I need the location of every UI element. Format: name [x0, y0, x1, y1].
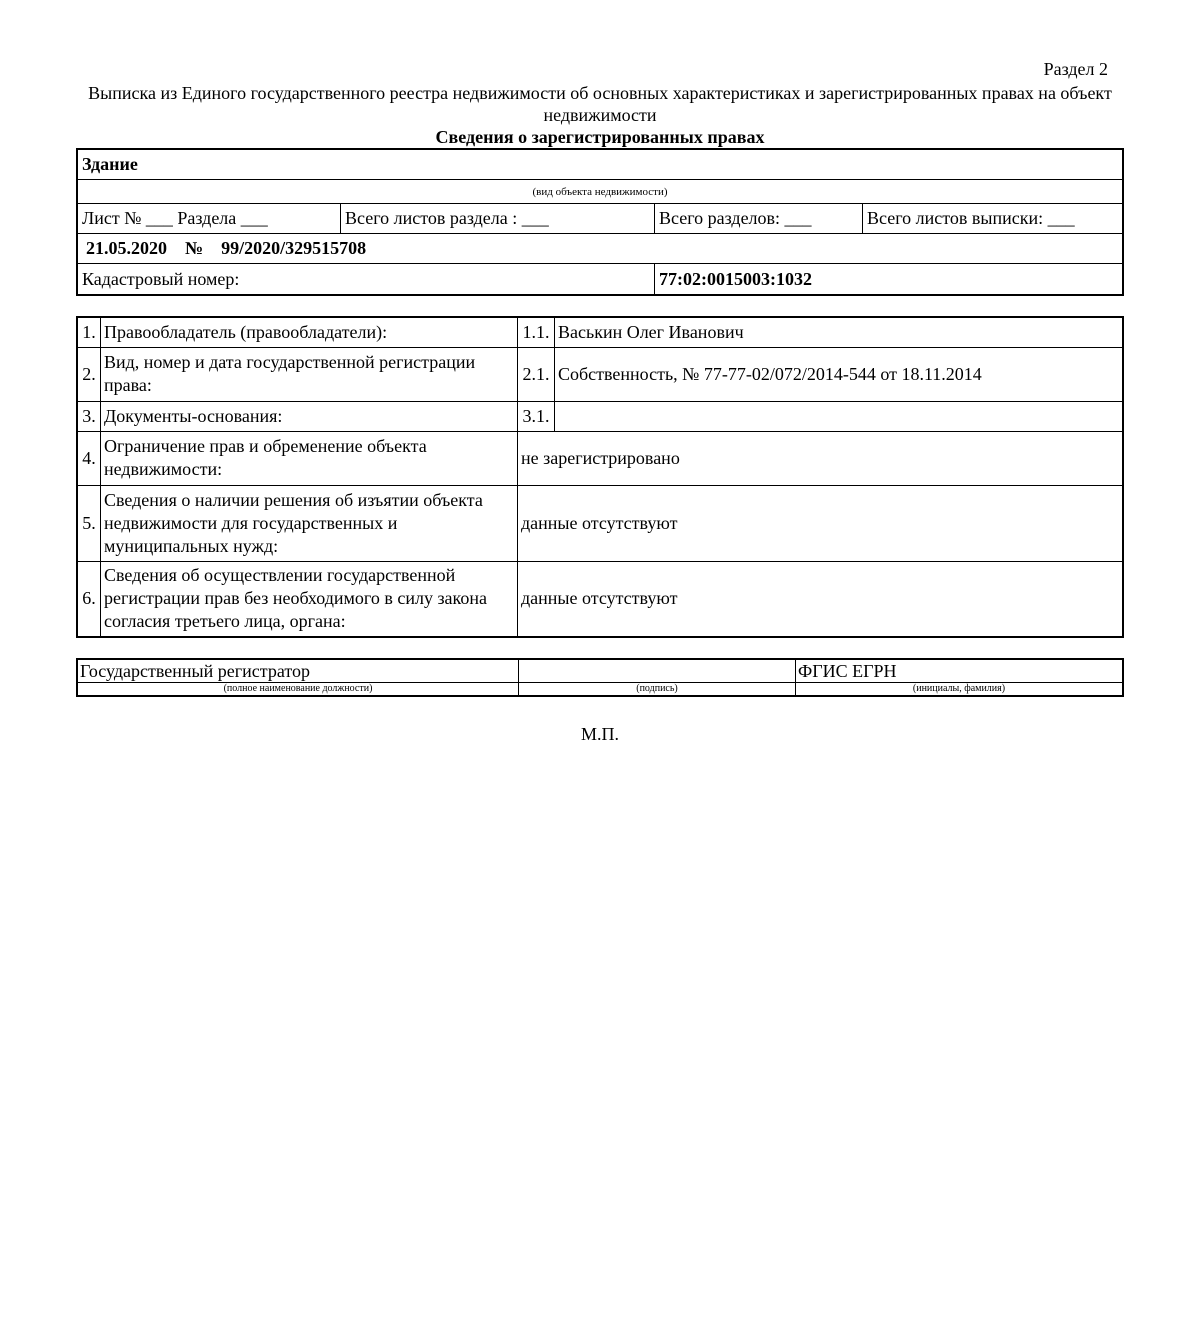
- signature-table: [76, 658, 1124, 697]
- row-value: Васькин Олег Иванович: [555, 317, 1124, 347]
- row-number: 5.: [77, 485, 101, 561]
- cadastral-row: [78, 264, 1122, 294]
- row-label: Правообладатель (правообладатели):: [101, 317, 518, 347]
- total-extract-sheets: Всего листов выписки: ___: [862, 204, 1122, 233]
- object-type: Здание: [82, 154, 138, 174]
- table-row: [77, 317, 1123, 347]
- total-section-sheets: Всего листов раздела : ___: [340, 204, 654, 233]
- row-value: данные отсутствуют: [518, 561, 1124, 637]
- object-type-note: (вид объекта недвижимости): [532, 185, 668, 198]
- row-number: 2.: [77, 347, 101, 401]
- position-note: (полное наименование должности): [77, 683, 519, 697]
- row-number: 6.: [77, 561, 101, 637]
- row-number: 1.: [77, 317, 101, 347]
- document-title: Выписка из Единого государственного реестра недвижимости об основных характеристиках и зарегистрированных правах на объект недвижимости: [88, 83, 1112, 125]
- table-row: [77, 347, 1123, 401]
- row-subnumber: 1.1.: [518, 317, 555, 347]
- signature-notes-row: [77, 683, 1123, 697]
- date-number: [78, 234, 1122, 263]
- date-number-row: [78, 234, 1122, 264]
- row-subnumber: 3.1.: [518, 401, 555, 431]
- row-value: не зарегистрировано: [518, 431, 1124, 485]
- stamp-place: М.П.: [580, 724, 619, 744]
- registrar-name: ФГИС ЕГРН: [796, 659, 1124, 683]
- document-subtitle: Сведения о зарегистрированных правах: [435, 127, 765, 147]
- registrar-position: Государственный регистратор: [77, 659, 519, 683]
- row-value: Собственность, № 77-77-02/072/2014-544 от 18.11.2014: [555, 347, 1124, 401]
- extract-date: 21.05.2020: [86, 238, 167, 258]
- signature-note: (подпись): [519, 683, 796, 697]
- registrar-signature: [519, 659, 796, 683]
- row-label: Документы-основания:: [101, 401, 518, 431]
- table-row: [77, 561, 1123, 637]
- extract-number: 99/2020/329515708: [221, 238, 367, 258]
- row-value: [555, 401, 1124, 431]
- row-number: 3.: [77, 401, 101, 431]
- signature-row: [77, 659, 1123, 683]
- object-type-row: [78, 150, 1122, 180]
- table-row: [77, 431, 1123, 485]
- section-label: Раздел 2: [1043, 59, 1108, 79]
- cadastral-number: 77:02:0015003:1032: [654, 264, 1122, 294]
- table-row: [77, 485, 1123, 561]
- row-label: Вид, номер и дата государственной регистрации права:: [101, 347, 518, 401]
- sheet-info-row: [78, 204, 1122, 234]
- rights-table: [76, 316, 1124, 638]
- row-label: Сведения об осуществлении государственной регистрации прав без необходимого в силу закона согласия третьего лица, органа:: [101, 561, 518, 637]
- total-sections: Всего разделов: ___: [654, 204, 862, 233]
- object-type-note-row: [78, 180, 1122, 204]
- row-number: 4.: [77, 431, 101, 485]
- header-table: [76, 148, 1124, 296]
- sheet-number: Лист № ___ Раздела ___: [82, 208, 268, 228]
- name-note: (инициалы, фамилия): [796, 683, 1124, 697]
- row-label: Сведения о наличии решения об изъятии объекта недвижимости для государственных и муниципальных нужд:: [101, 485, 518, 561]
- number-sign: №: [185, 238, 204, 258]
- row-label: Ограничение прав и обременение объекта недвижимости:: [101, 431, 518, 485]
- cadastral-label: Кадастровый номер:: [82, 268, 240, 289]
- row-subnumber: 2.1.: [518, 347, 555, 401]
- row-value: данные отсутствуют: [518, 485, 1124, 561]
- table-row: [77, 401, 1123, 431]
